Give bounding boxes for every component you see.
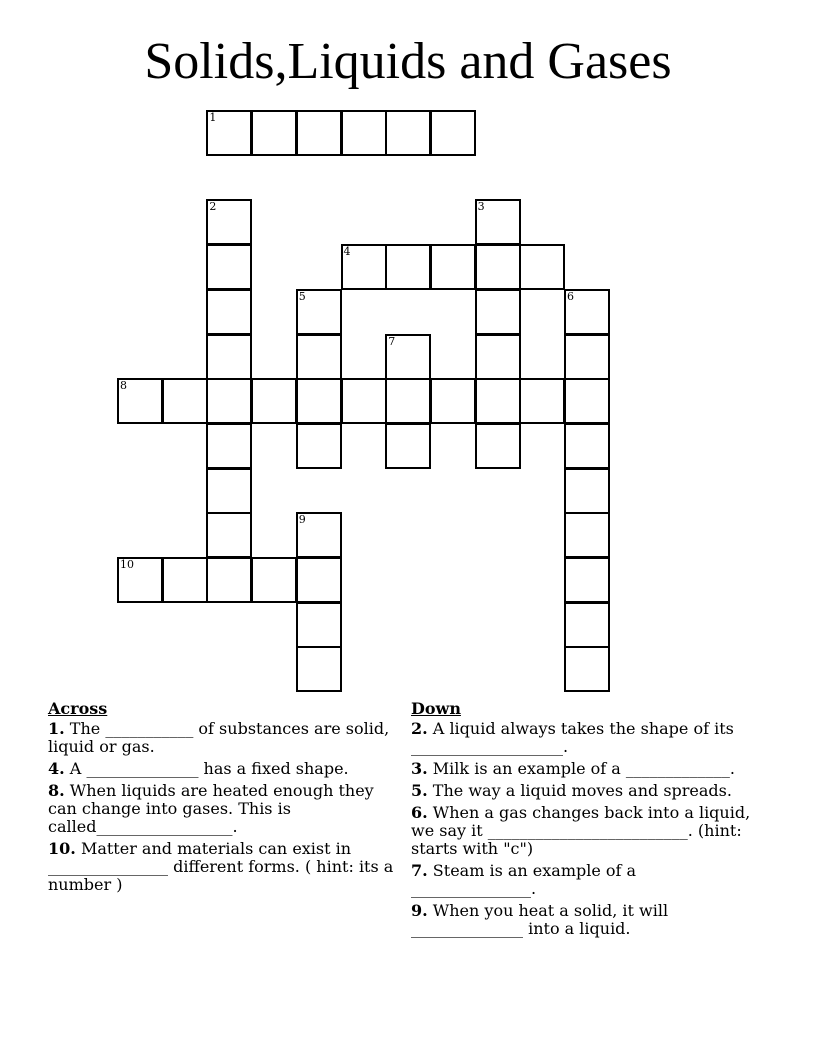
across-heading: Across bbox=[48, 699, 108, 718]
grid-cell[interactable] bbox=[564, 646, 610, 692]
clue-number: 10. bbox=[48, 839, 76, 858]
grid-cell[interactable] bbox=[296, 557, 342, 603]
grid-cell[interactable] bbox=[162, 557, 208, 603]
clue-number-label: 7 bbox=[388, 334, 396, 348]
clue-number: 6. bbox=[411, 803, 428, 822]
grid-cell[interactable] bbox=[296, 646, 342, 692]
grid-cell[interactable] bbox=[564, 602, 610, 648]
clue-text: When you heat a solid, it will ______________ into a liquid. bbox=[411, 901, 669, 938]
grid-cell[interactable] bbox=[206, 289, 252, 335]
down-clue-3 bbox=[411, 760, 756, 778]
grid-cell[interactable] bbox=[296, 423, 342, 469]
grid-cell[interactable] bbox=[564, 468, 610, 514]
clue-number-label: 3 bbox=[477, 200, 485, 214]
grid-cell[interactable] bbox=[385, 423, 431, 469]
clue-text: A liquid always takes the shape of its ___________________. bbox=[411, 719, 734, 756]
across-clue-10 bbox=[48, 840, 400, 894]
grid-cell[interactable] bbox=[341, 110, 387, 156]
grid-cell[interactable] bbox=[251, 110, 297, 156]
clue-text: A ______________ has a fixed shape. bbox=[69, 759, 349, 778]
clue-number-label: 1 bbox=[209, 111, 217, 124]
grid-cell[interactable] bbox=[206, 378, 252, 424]
clue-number: 9. bbox=[411, 901, 428, 920]
grid-cell[interactable] bbox=[475, 244, 521, 290]
clue-text: Milk is an example of a _____________. bbox=[432, 759, 736, 778]
clue-number-label: 9 bbox=[298, 513, 306, 527]
down-clue-9 bbox=[411, 902, 756, 938]
grid-cell[interactable] bbox=[206, 199, 252, 245]
grid-cell[interactable] bbox=[385, 110, 431, 156]
clue-number-label: 2 bbox=[209, 200, 217, 214]
grid-cell[interactable] bbox=[206, 468, 252, 514]
across-clues bbox=[48, 700, 400, 898]
clue-number-label: 10 bbox=[120, 558, 134, 571]
grid-cell[interactable] bbox=[296, 602, 342, 648]
clue-number-label: 8 bbox=[120, 379, 127, 393]
clue-text: The ___________ of substances are solid, liquid or gas. bbox=[48, 719, 390, 756]
clue-number-label: 6 bbox=[567, 289, 574, 303]
grid-cell[interactable] bbox=[385, 244, 431, 290]
grid-cell[interactable] bbox=[206, 334, 252, 380]
clue-number: 5. bbox=[411, 781, 428, 800]
clue-number: 2. bbox=[411, 719, 428, 738]
grid-cell[interactable] bbox=[117, 378, 163, 424]
grid-cell[interactable] bbox=[251, 557, 297, 603]
grid-cell[interactable] bbox=[564, 378, 610, 424]
grid-cell[interactable] bbox=[385, 378, 431, 424]
grid-cell[interactable] bbox=[475, 423, 521, 469]
grid-cell[interactable] bbox=[296, 378, 342, 424]
down-heading: Down bbox=[411, 699, 461, 718]
down-clues bbox=[411, 700, 756, 942]
grid-cell[interactable] bbox=[564, 289, 610, 335]
grid-cell[interactable] bbox=[206, 557, 252, 603]
clue-number: 1. bbox=[48, 719, 65, 738]
grid-cell[interactable] bbox=[475, 334, 521, 380]
clue-number-label: 5 bbox=[298, 289, 306, 303]
clue-text: When liquids are heated enough they can change into gases. This is called_________________. bbox=[48, 781, 374, 836]
clue-number: 8. bbox=[48, 781, 65, 800]
grid-cell[interactable] bbox=[296, 512, 342, 558]
grid-cell[interactable] bbox=[564, 334, 610, 380]
down-clue-2 bbox=[411, 720, 756, 756]
grid-cell[interactable] bbox=[206, 110, 252, 156]
clue-number: 4. bbox=[48, 759, 65, 778]
clue-text: When a gas changes back into a liquid, we say it _________________________. (hint: starts with "c") bbox=[411, 803, 751, 858]
grid-cell[interactable] bbox=[564, 512, 610, 558]
grid-cell[interactable] bbox=[341, 244, 387, 290]
grid-cell[interactable] bbox=[475, 199, 521, 245]
clue-number-label: 4 bbox=[343, 245, 351, 259]
grid-cell[interactable] bbox=[564, 423, 610, 469]
grid-cell[interactable] bbox=[475, 289, 521, 335]
grid-cell[interactable] bbox=[162, 378, 208, 424]
grid-cell[interactable] bbox=[296, 110, 342, 156]
across-clue-8 bbox=[48, 782, 400, 836]
grid-cell[interactable] bbox=[206, 512, 252, 558]
grid-cell[interactable] bbox=[117, 557, 163, 603]
down-clue-7 bbox=[411, 862, 756, 898]
clue-text: Steam is an example of a _______________. bbox=[411, 861, 637, 898]
grid-cell[interactable] bbox=[430, 110, 476, 156]
across-clue-1 bbox=[48, 720, 400, 756]
grid-cell[interactable] bbox=[296, 334, 342, 380]
clue-text: The way a liquid moves and spreads. bbox=[432, 781, 732, 800]
grid-cell[interactable] bbox=[430, 378, 476, 424]
grid-cell[interactable] bbox=[341, 378, 387, 424]
grid-cell[interactable] bbox=[385, 334, 431, 380]
grid-cell[interactable] bbox=[519, 378, 565, 424]
grid-cell[interactable] bbox=[519, 244, 565, 290]
grid-cell[interactable] bbox=[206, 244, 252, 290]
clue-text: Matter and materials can exist in _______________ different forms. ( hint: its a number ) bbox=[48, 839, 394, 894]
grid-cell[interactable] bbox=[475, 378, 521, 424]
down-clue-5 bbox=[411, 782, 756, 800]
clue-number: 7. bbox=[411, 861, 428, 880]
grid-cell[interactable] bbox=[564, 557, 610, 603]
grid-cell[interactable] bbox=[251, 378, 297, 424]
down-clue-6 bbox=[411, 804, 756, 858]
grid-cell[interactable] bbox=[430, 244, 476, 290]
clue-number: 3. bbox=[411, 759, 428, 778]
grid-cell[interactable] bbox=[296, 289, 342, 335]
grid-cell[interactable] bbox=[206, 423, 252, 469]
across-clue-4 bbox=[48, 760, 400, 778]
page-title: Solids,Liquids and Gases bbox=[144, 33, 672, 90]
